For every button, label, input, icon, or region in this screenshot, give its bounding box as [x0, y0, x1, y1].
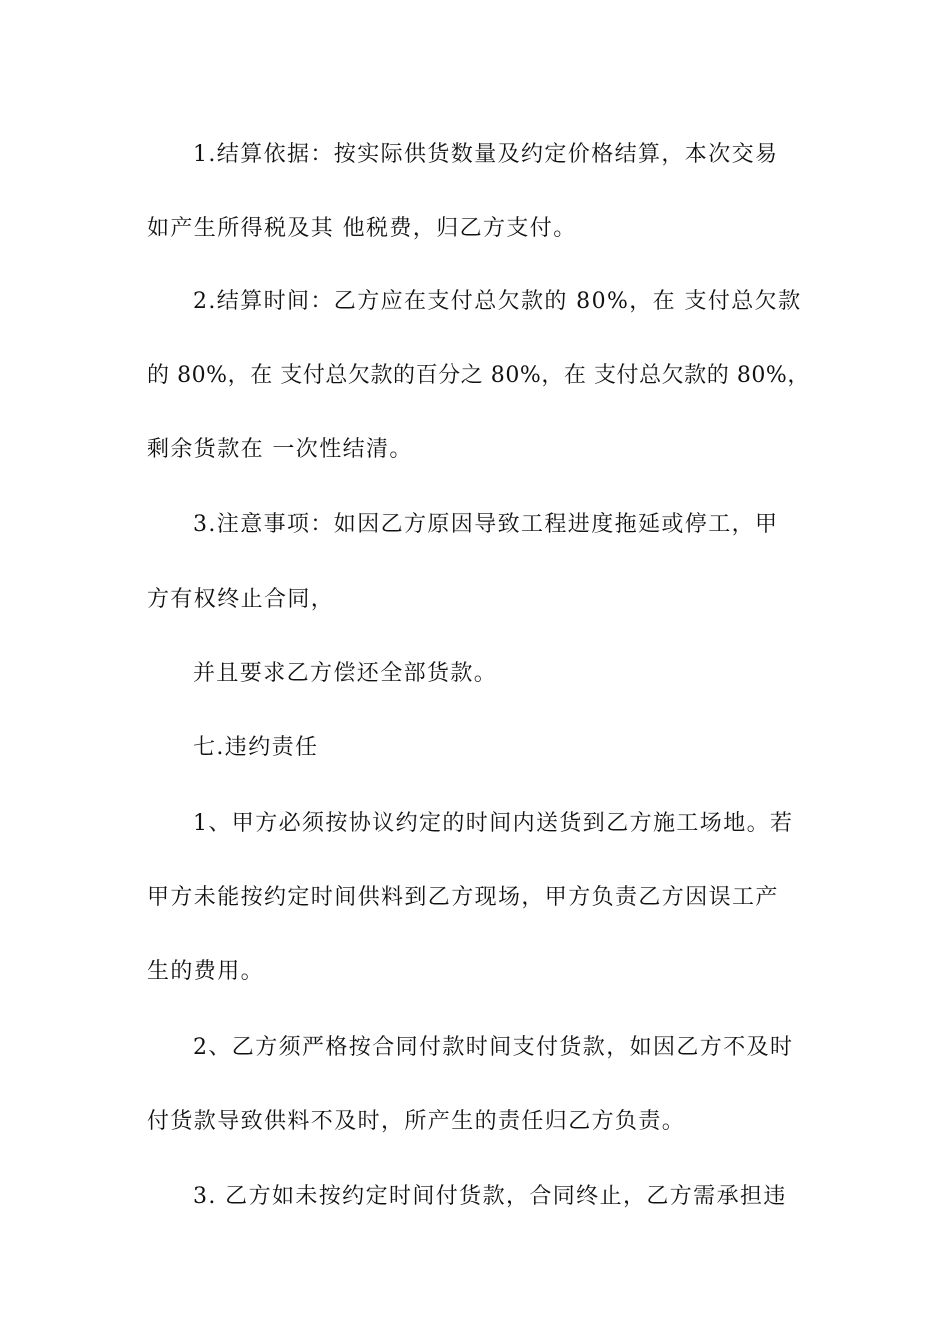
text-line: 2.结算时间：乙方应在支付总欠款的 80%，在 支付总欠款 [193, 289, 802, 314]
text-line: 2、乙方须严格按合同付款时间支付货款，如因乙方不及时 [193, 1035, 794, 1060]
text-line: 3. 乙方如未按约定时间付货款，合同终止，乙方需承担违 [193, 1184, 787, 1209]
text-line: 的 80%，在 支付总欠款的百分之 80%，在 支付总欠款的 80%， [147, 363, 810, 388]
text-line: 如产生所得税及其 他税费，归乙方支付。 [147, 216, 577, 241]
text-line: 3.注意事项：如因乙方原因导致工程进度拖延或停工，甲 [193, 512, 779, 537]
text-line: 1、甲方必须按协议约定的时间内送货到乙方施工场地。若 [193, 811, 794, 836]
text-line: 剩余货款在 一次性结清。 [147, 437, 413, 462]
text-line: 并且要求乙方偿还全部货款。 [193, 661, 498, 686]
section-heading: 七.违约责任 [193, 735, 319, 760]
text-line: 1.结算依据：按实际供货数量及约定价格结算，本次交易 [193, 142, 779, 167]
text-line: 甲方未能按约定时间供料到乙方现场，甲方负责乙方因误工产 [147, 885, 779, 910]
text-line: 付货款导致供料不及时，所产生的责任归乙方负责。 [147, 1109, 686, 1134]
text-line: 生的费用。 [147, 959, 265, 984]
text-line: 方有权终止合同， [147, 587, 335, 612]
